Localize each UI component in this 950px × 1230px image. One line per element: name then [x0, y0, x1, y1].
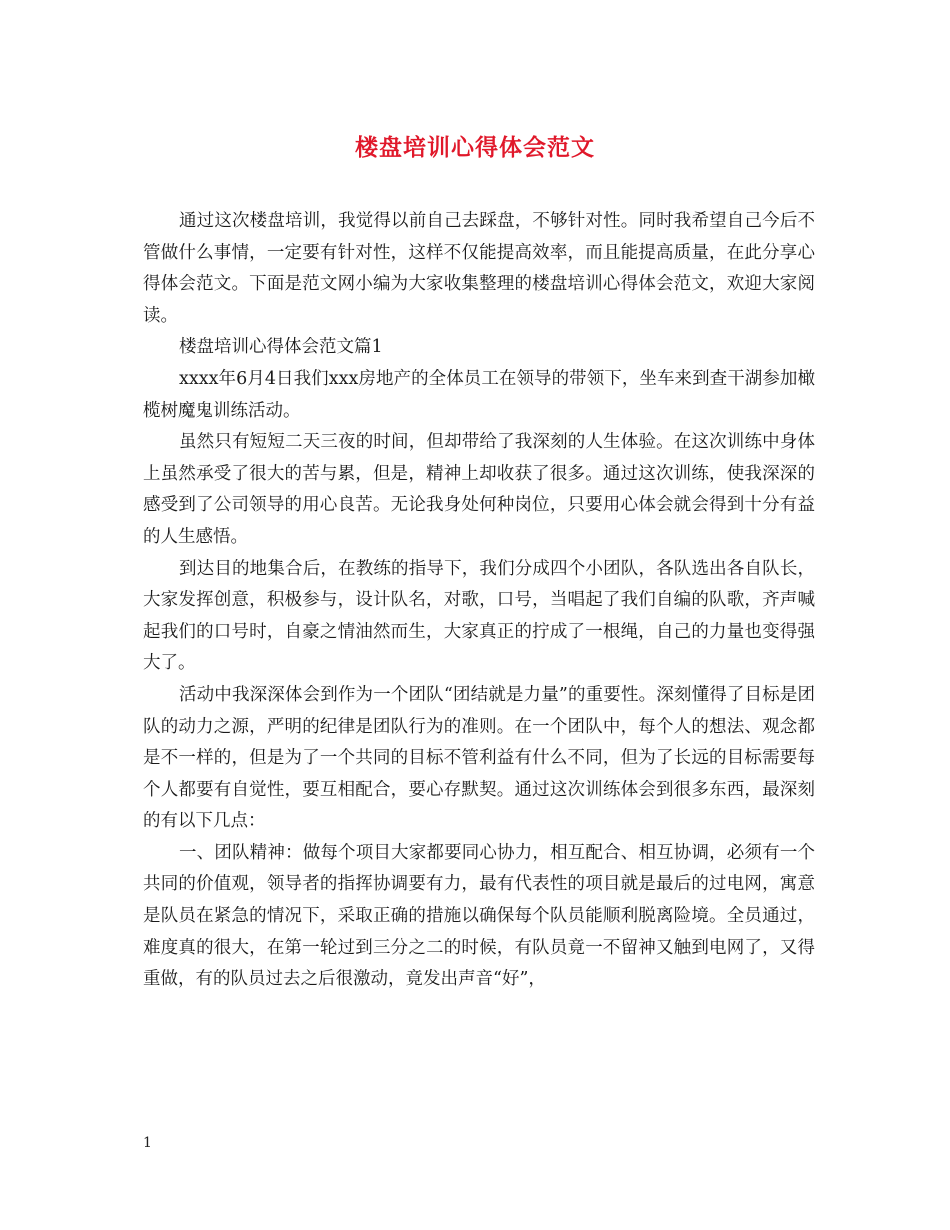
- document-title: 楼盘培训心得体会范文: [355, 134, 595, 161]
- paragraph-1: xxxx年6月4日我们xxx房地产的全体员工在领导的带领下，坐车来到查干湖参加橄榄树魔鬼训练活动。: [143, 368, 815, 421]
- paragraph-4: 活动中我深深体会到作为一个团队“团结就是力量”的重要性。深刻懂得了目标是团队的动力之源，严明的纪律是团队行为的准则。在一个团队中，每个人的想法、观念都是不一样的，但是为了一个共同的目标不管利益有什么不同，但为了长远的目标需要每个人都要有自觉性，要互相配合，要心存默契。通过这次训练体会到很多东西，最深刻的有以下几点：: [143, 684, 815, 832]
- page-number: 1: [143, 1135, 152, 1151]
- paragraph-section-heading: 楼盘培训心得体会范文篇1: [179, 337, 383, 358]
- paragraph-3: 到达目的地集合后，在教练的指导下，我们分成四个小团队，各队选出各自队长，大家发挥创意，积极参与，设计队名，对歌，口号，当唱起了我们自编的队歌，齐声喊起我们的口号时，自豪之情油然而生，大家真正的拧成了一根绳，自己的力量也变得强大了。: [143, 558, 815, 674]
- paragraph-2: 虽然只有短短二天三夜的时间，但却带给了我深刻的人生体验。在这次训练中身体上虽然承受了很大的苦与累，但是，精神上却收获了很多。通过这次训练，使我深深的感受到了公司领导的用心良苦。无论我身处何种岗位，只要用心体会就会得到十分有益的人生感悟。: [143, 432, 815, 547]
- paragraph-intro: 通过这次楼盘培训，我觉得以前自己去踩盘，不够针对性。同时我希望自己今后不管做什么事情，一定要有针对性，这样不仅能提高效率，而且能提高质量，在此分享心得体会范文。下面是范文网小编为大家收集整理的楼盘培训心得体会范文，欢迎大家阅读。: [143, 211, 815, 326]
- paragraph-5: 一、团队精神：做每个项目大家都要同心协力，相互配合、相互协调，必须有一个共同的价值观，领导者的指挥协调要有力，最有代表性的项目就是最后的过电网，寓意是队员在紧急的情况下，采取正确的措施以确保每个队员能顺利脱离险境。全员通过，难度真的很大，在第一轮过到三分之二的时候，有队员竟一不留神又触到电网了，又得重做，有的队员过去之后很激动，竟发出声音“好”，: [143, 842, 815, 990]
- document-body: [143, 206, 815, 996]
